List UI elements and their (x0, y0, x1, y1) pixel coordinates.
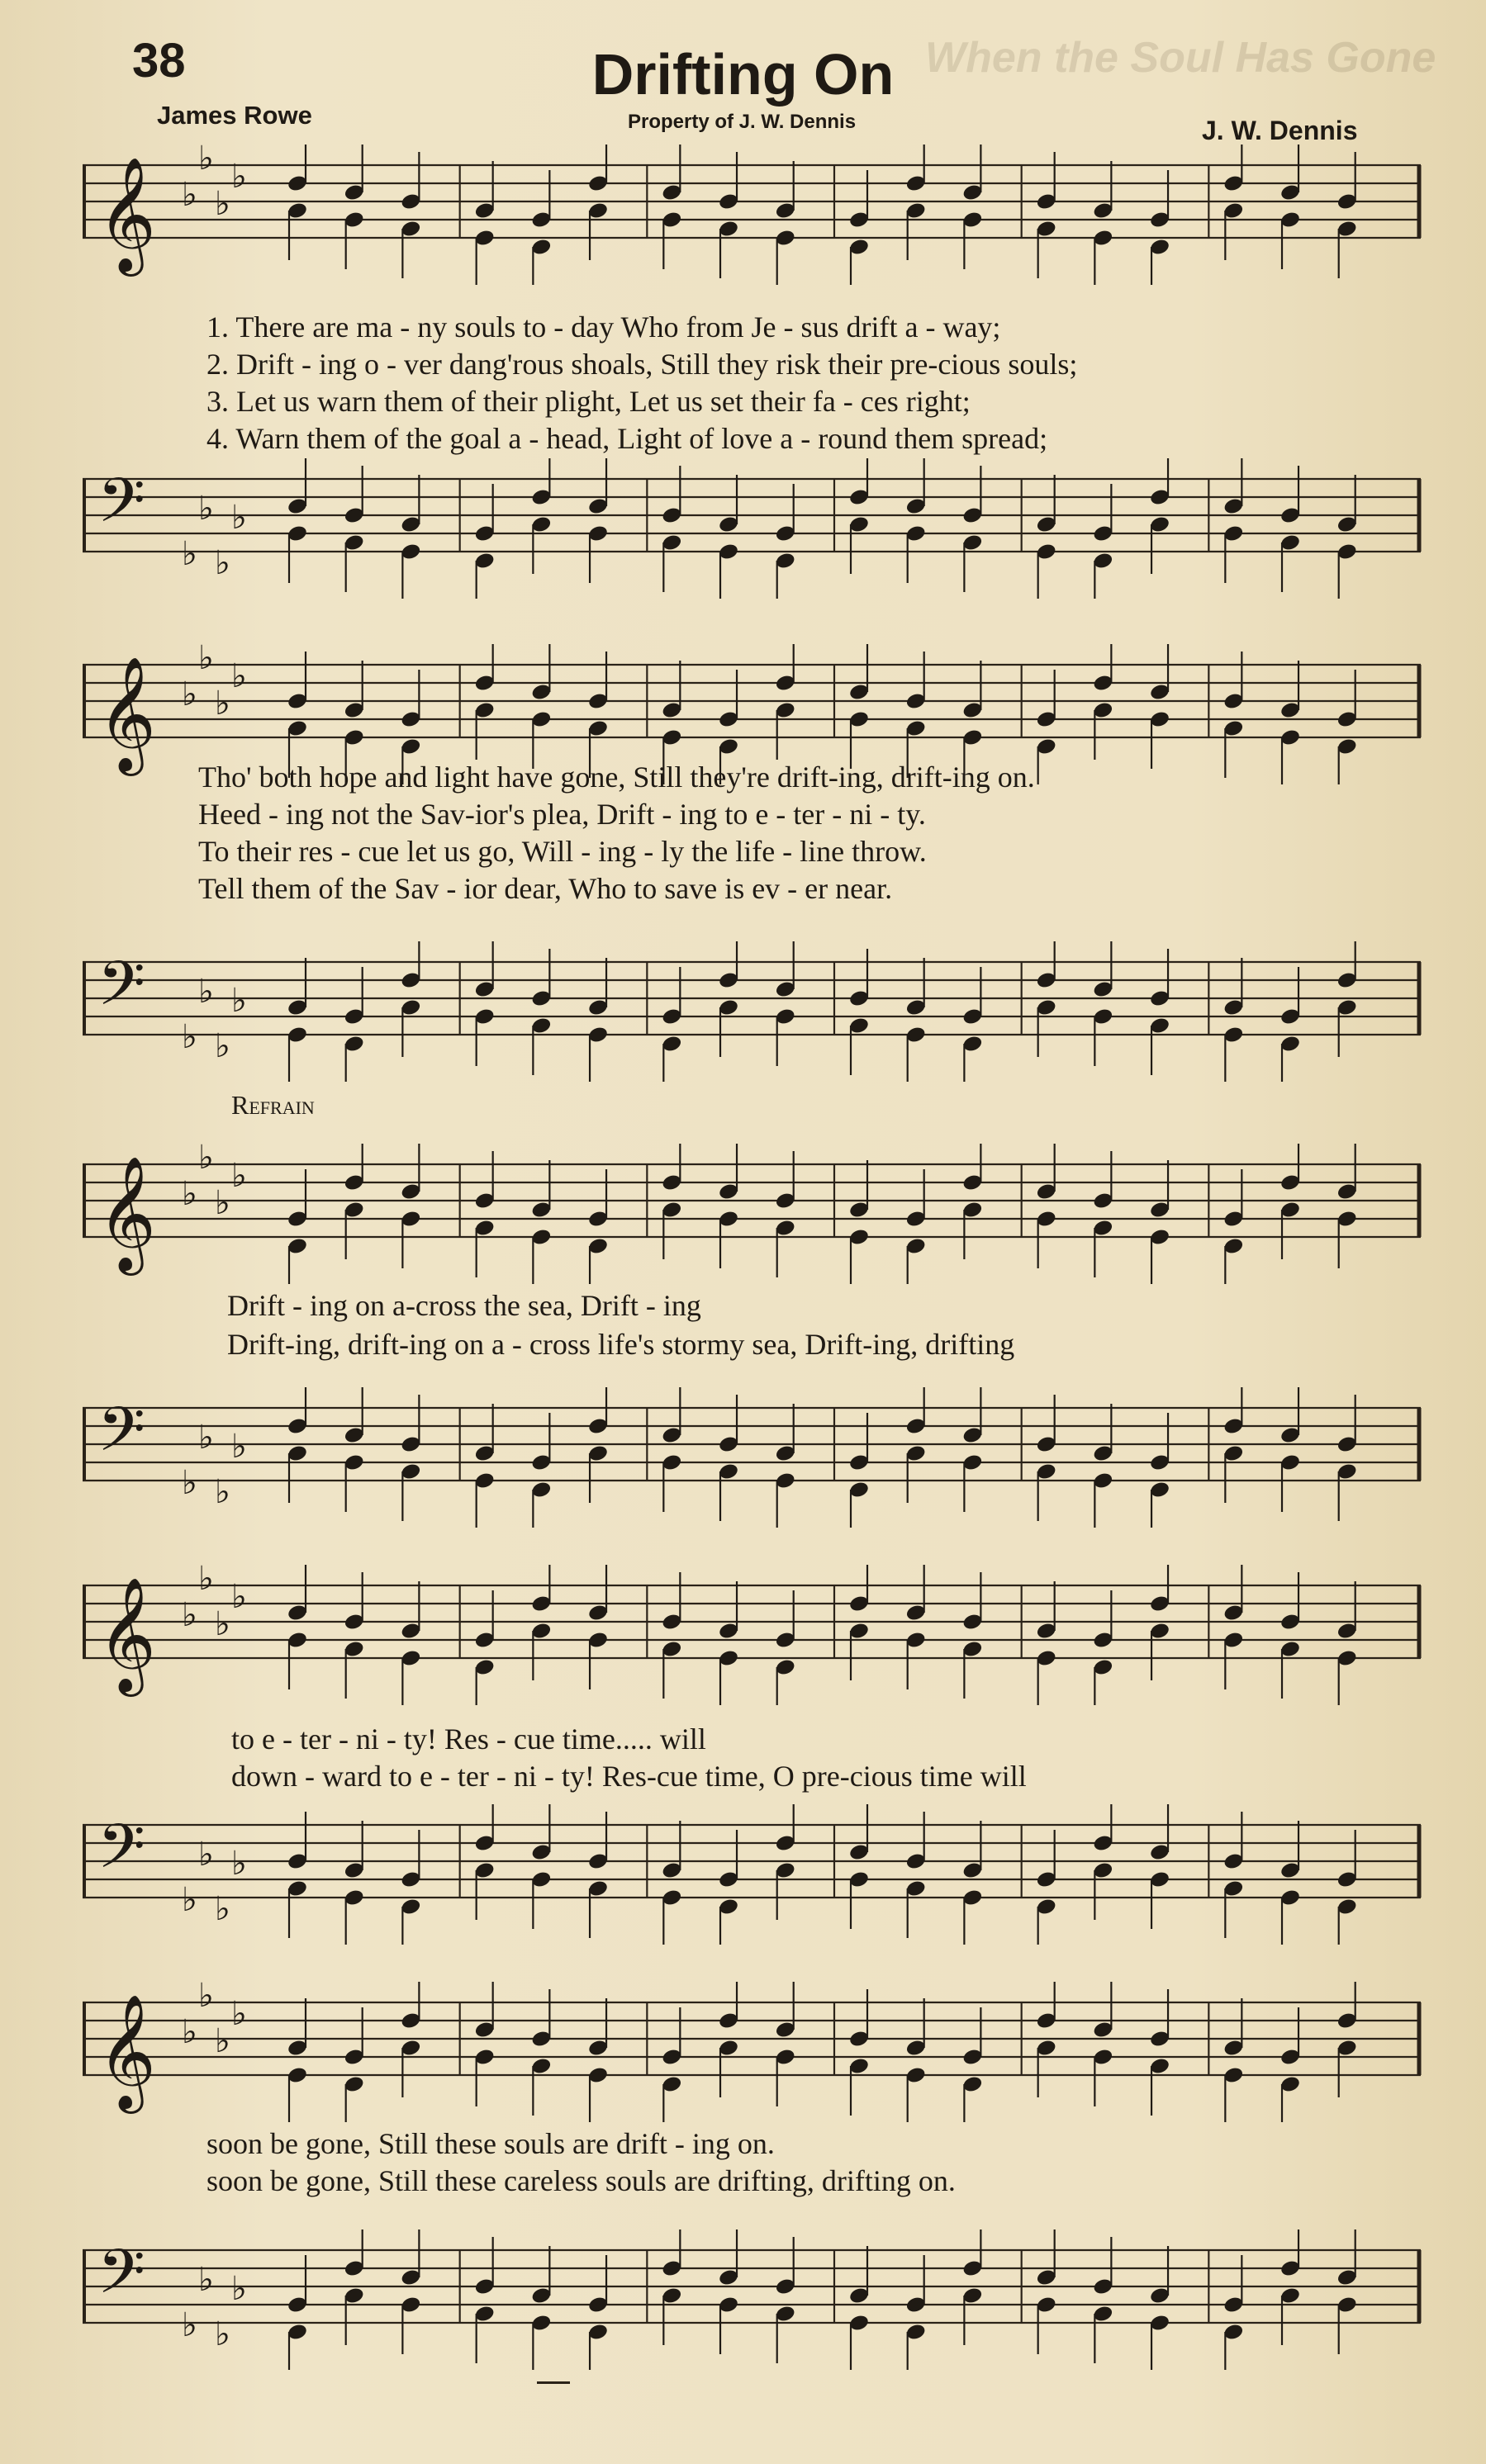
svg-text:♭: ♭ (182, 535, 197, 573)
svg-text:𝄢: 𝄢 (97, 2236, 145, 2323)
system-2-lyric-line-2: Heed - ing not the Sav-ior's plea, Drift - ing to e - ter - ni - ty. (198, 798, 926, 831)
svg-text:♭: ♭ (215, 544, 230, 582)
system-4-lyric-line-1: to e - ter - ni - ty! Res - cue time..... will (231, 1722, 706, 1756)
svg-text:♭: ♭ (231, 1428, 247, 1466)
system-4-bass-staff (83, 1804, 1446, 1945)
system-2-lyric-line-3: To their res - cue let us go, Will - ing - ly the life - line throw. (198, 835, 927, 868)
svg-text:♭: ♭ (182, 176, 197, 214)
system-2-bass-staff (83, 941, 1446, 1082)
svg-text:♭: ♭ (198, 1982, 214, 2015)
svg-text:𝄢: 𝄢 (97, 948, 145, 1035)
svg-text:♭: ♭ (231, 499, 247, 537)
svg-text:♭: ♭ (215, 1890, 230, 1928)
system-1-bass-staff (83, 458, 1446, 599)
svg-text:♭: ♭ (182, 1881, 197, 1919)
page-number: 38 (132, 34, 186, 88)
system-1-lyric-line-2: 2. Drift - ing o - ver dang'rous shoals, Still they risk their pre-cious souls; (207, 348, 1078, 381)
svg-text:♭: ♭ (198, 2261, 214, 2299)
svg-text:♭: ♭ (182, 675, 197, 713)
svg-text:♭: ♭ (231, 158, 247, 196)
bleed-through-text: When the Soul Has Gone (925, 34, 1436, 82)
svg-text:♭: ♭ (182, 2306, 197, 2344)
svg-text:𝄞: 𝄞 (97, 656, 156, 771)
svg-text:♭: ♭ (215, 1605, 230, 1643)
svg-text:𝄢: 𝄢 (97, 1811, 145, 1898)
svg-text:𝄞: 𝄞 (97, 1994, 156, 2109)
hymn-title: Drifting On (591, 42, 895, 107)
svg-text:♭: ♭ (231, 2270, 247, 2308)
system-3-treble-staff (83, 1144, 1446, 1284)
svg-text:♭: ♭ (231, 1157, 247, 1195)
svg-text:𝄞: 𝄞 (97, 157, 156, 272)
system-1-lyric-line-3: 3. Let us warn them of their plight, Let us set their fa - ces right; (207, 385, 971, 418)
system-4-lyric-line-2: down - ward to e - ter - ni - ty! Res-cue time, O pre-cious time will (231, 1760, 1027, 1793)
svg-text:♭: ♭ (231, 1845, 247, 1883)
svg-text:♭: ♭ (215, 2022, 230, 2060)
svg-text:𝄢: 𝄢 (97, 465, 145, 552)
system-5-bass-staff (83, 2229, 1446, 2370)
system-5-lyric-line-1: soon be gone, Still these souls are drift - ing on. (207, 2127, 775, 2160)
svg-text:𝄞: 𝄞 (97, 1577, 156, 1692)
system-1-lyric-line-4: 4. Warn them of the goal a - head, Light of love a - round them spread; (207, 422, 1048, 455)
svg-text:♭: ♭ (198, 973, 214, 1011)
svg-text:♭: ♭ (198, 1565, 214, 1598)
lyricist-credit: James Rowe (157, 101, 312, 130)
svg-text:♭: ♭ (231, 657, 247, 695)
svg-text:♭: ♭ (198, 1144, 214, 1177)
svg-text:♭: ♭ (231, 1995, 247, 2033)
svg-text:𝄞: 𝄞 (97, 1156, 156, 1271)
svg-text:♭: ♭ (198, 1419, 214, 1457)
system-1-lyric-line-1: 1. There are ma - ny souls to - day Who from Je - sus drift a - way; (207, 310, 1001, 344)
system-3-lyric-line-2: Drift-ing, drift-ing on a - cross life's stormy sea, Drift-ing, drifting (227, 1328, 1015, 1361)
system-2-lyric-line-4: Tell them of the Sav - ior dear, Who to save is ev - er near. (198, 872, 893, 905)
footer-mark (537, 2381, 570, 2384)
svg-text:♭: ♭ (182, 1596, 197, 1634)
svg-text:♭: ♭ (182, 2013, 197, 2051)
svg-text:♭: ♭ (182, 1175, 197, 1213)
svg-text:♭: ♭ (198, 644, 214, 677)
copyright-line: Property of J. W. Dennis (628, 111, 857, 133)
svg-text:♭: ♭ (215, 685, 230, 723)
system-3-bass-staff (83, 1387, 1446, 1528)
system-3-lyric-line-1: Drift - ing on a-cross the sea, Drift - ing (227, 1289, 701, 1322)
svg-text:♭: ♭ (231, 1578, 247, 1616)
system-4-treble-staff (83, 1565, 1446, 1705)
svg-text:♭: ♭ (198, 1836, 214, 1874)
svg-text:♭: ♭ (215, 1184, 230, 1222)
system-1-treble-staff (83, 145, 1446, 285)
svg-text:♭: ♭ (198, 490, 214, 528)
system-5-lyric-line-2: soon be gone, Still these careless souls are drifting, drifting on. (207, 2164, 956, 2197)
system-2-lyric-line-1: Tho' both hope and light have gone, Still they're drift-ing, drift-ing on. (198, 761, 1035, 794)
svg-text:♭: ♭ (215, 1473, 230, 1511)
svg-text:♭: ♭ (182, 1464, 197, 1502)
composer-credit: J. W. Dennis (1202, 116, 1358, 145)
svg-text:♭: ♭ (198, 145, 214, 178)
svg-text:♭: ♭ (182, 1018, 197, 1056)
refrain-label: Refrain (231, 1090, 315, 1120)
svg-text:♭: ♭ (215, 2315, 230, 2353)
svg-text:♭: ♭ (215, 185, 230, 223)
system-5-treble-staff (83, 1982, 1446, 2122)
svg-text:♭: ♭ (231, 982, 247, 1020)
svg-text:𝄢: 𝄢 (97, 1394, 145, 1481)
svg-text:♭: ♭ (215, 1027, 230, 1065)
